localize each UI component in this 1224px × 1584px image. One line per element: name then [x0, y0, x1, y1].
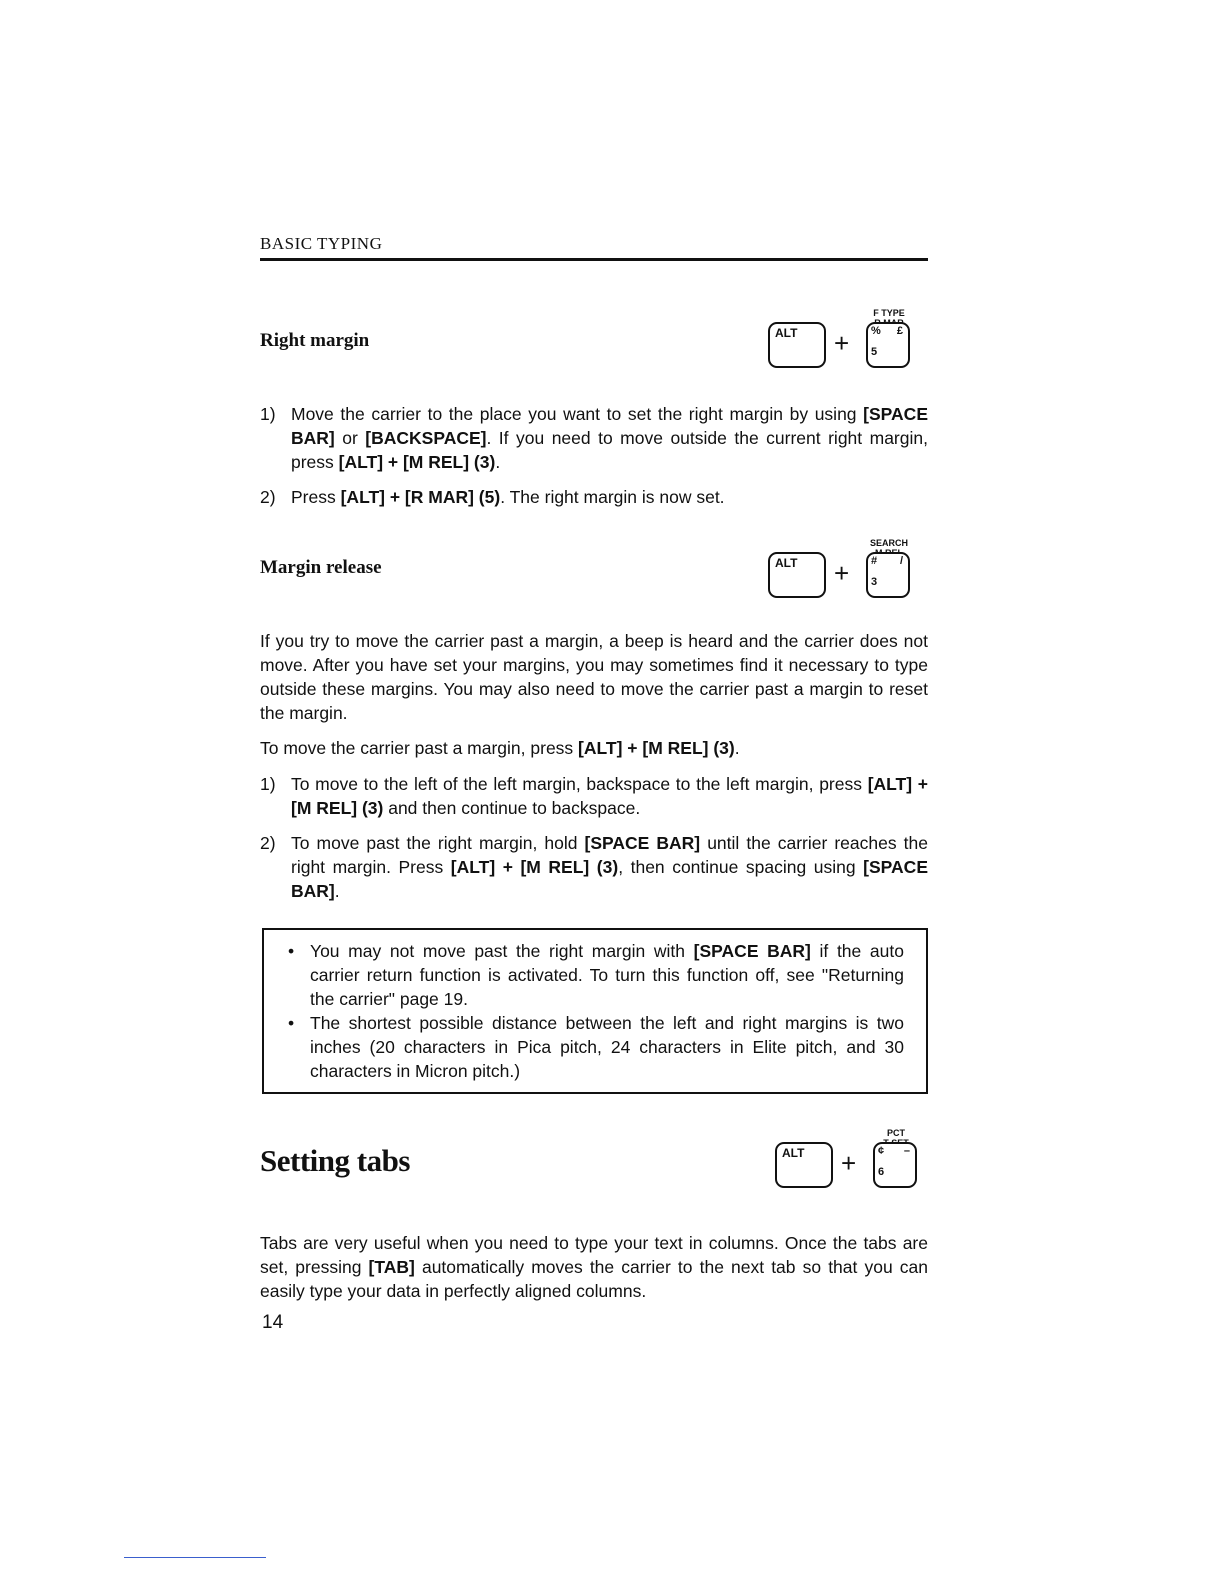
margin-release-how: To move the carrier past a margin, press [ALT] + [M REL] (3). [260, 738, 740, 758]
setting-tabs-body: Tabs are very useful when you need to type your text in columns. Once the tabs are set, pressing [TAB] automatically moves the carrier to the next tab so that you can easily type your data in perfectly aligned columns. [260, 1233, 928, 1301]
t-set-key-icon: ¢ – 6 [873, 1142, 917, 1188]
right-margin-step-2: 2) Press [ALT] + [R MAR] (5). The right margin is now set. [260, 487, 725, 507]
margin-release-step-1: 1) To move to the left of the left margin, backspace to the left margin, press [ALT] + [M REL] (3) and then continue to backspace. [260, 774, 928, 818]
footnote-rule [124, 1557, 266, 1558]
margin-release-heading: Margin release [260, 557, 382, 578]
page-number: 14 [262, 1312, 284, 1333]
alt-key-icon: ALT [775, 1142, 833, 1188]
plus-sign: + [834, 558, 850, 588]
margin-release-key-combo [768, 538, 928, 608]
r-mar-key-icon: % £ 5 [866, 322, 910, 368]
setting-tabs-key-combo [775, 1128, 935, 1198]
key-top-label: SEARCH [869, 538, 908, 548]
setting-tabs-heading: Setting tabs [260, 1143, 410, 1178]
note-box [262, 928, 928, 1094]
right-margin-step-1: 1) Move the carrier to the place you want to set the right margin by using [SPACE BAR] or [BACKSPACE]. If you need to move outside the current right margin, press [ALT] + [M REL] (3). [260, 404, 928, 472]
plus-sign: + [834, 328, 850, 358]
key-top-label: PCT [887, 1128, 905, 1138]
right-margin-key-combo [768, 308, 928, 378]
plus-sign: + [841, 1148, 857, 1178]
header-rule [260, 258, 928, 261]
alt-key-icon: ALT [768, 552, 826, 598]
margin-release-intro: If you try to move the carrier past a margin, a beep is heard and the carrier does not move. After you have set your margins, you may sometimes find it necessary to type outside these margins. You may also need to move the carrier past a margin to reset the margin. [260, 631, 928, 723]
note-bullet-1: • You may not move past the right margin with [SPACE BAR] if the auto carrier return function is activated. To turn this function off, see "Returning the carrier" page 19. [288, 941, 904, 1009]
alt-key-icon: ALT [768, 322, 826, 368]
margin-release-step-2: 2) To move past the right margin, hold [SPACE BAR] until the carrier reaches the right margin. Press [ALT] + [M REL] (3), then continue spacing using [SPACE BAR]. [260, 833, 928, 901]
key-top-label: F TYPE [873, 308, 905, 318]
right-margin-heading: Right margin [260, 330, 370, 351]
note-bullet-2: • The shortest possible distance between the left and right margins is two inches (20 characters in Pica pitch, 24 characters in Elite pitch, and 30 characters in Micron pitch.) [288, 1013, 904, 1081]
m-rel-key-icon: # / 3 [866, 552, 910, 598]
running-header: BASIC TYPING [260, 234, 383, 253]
